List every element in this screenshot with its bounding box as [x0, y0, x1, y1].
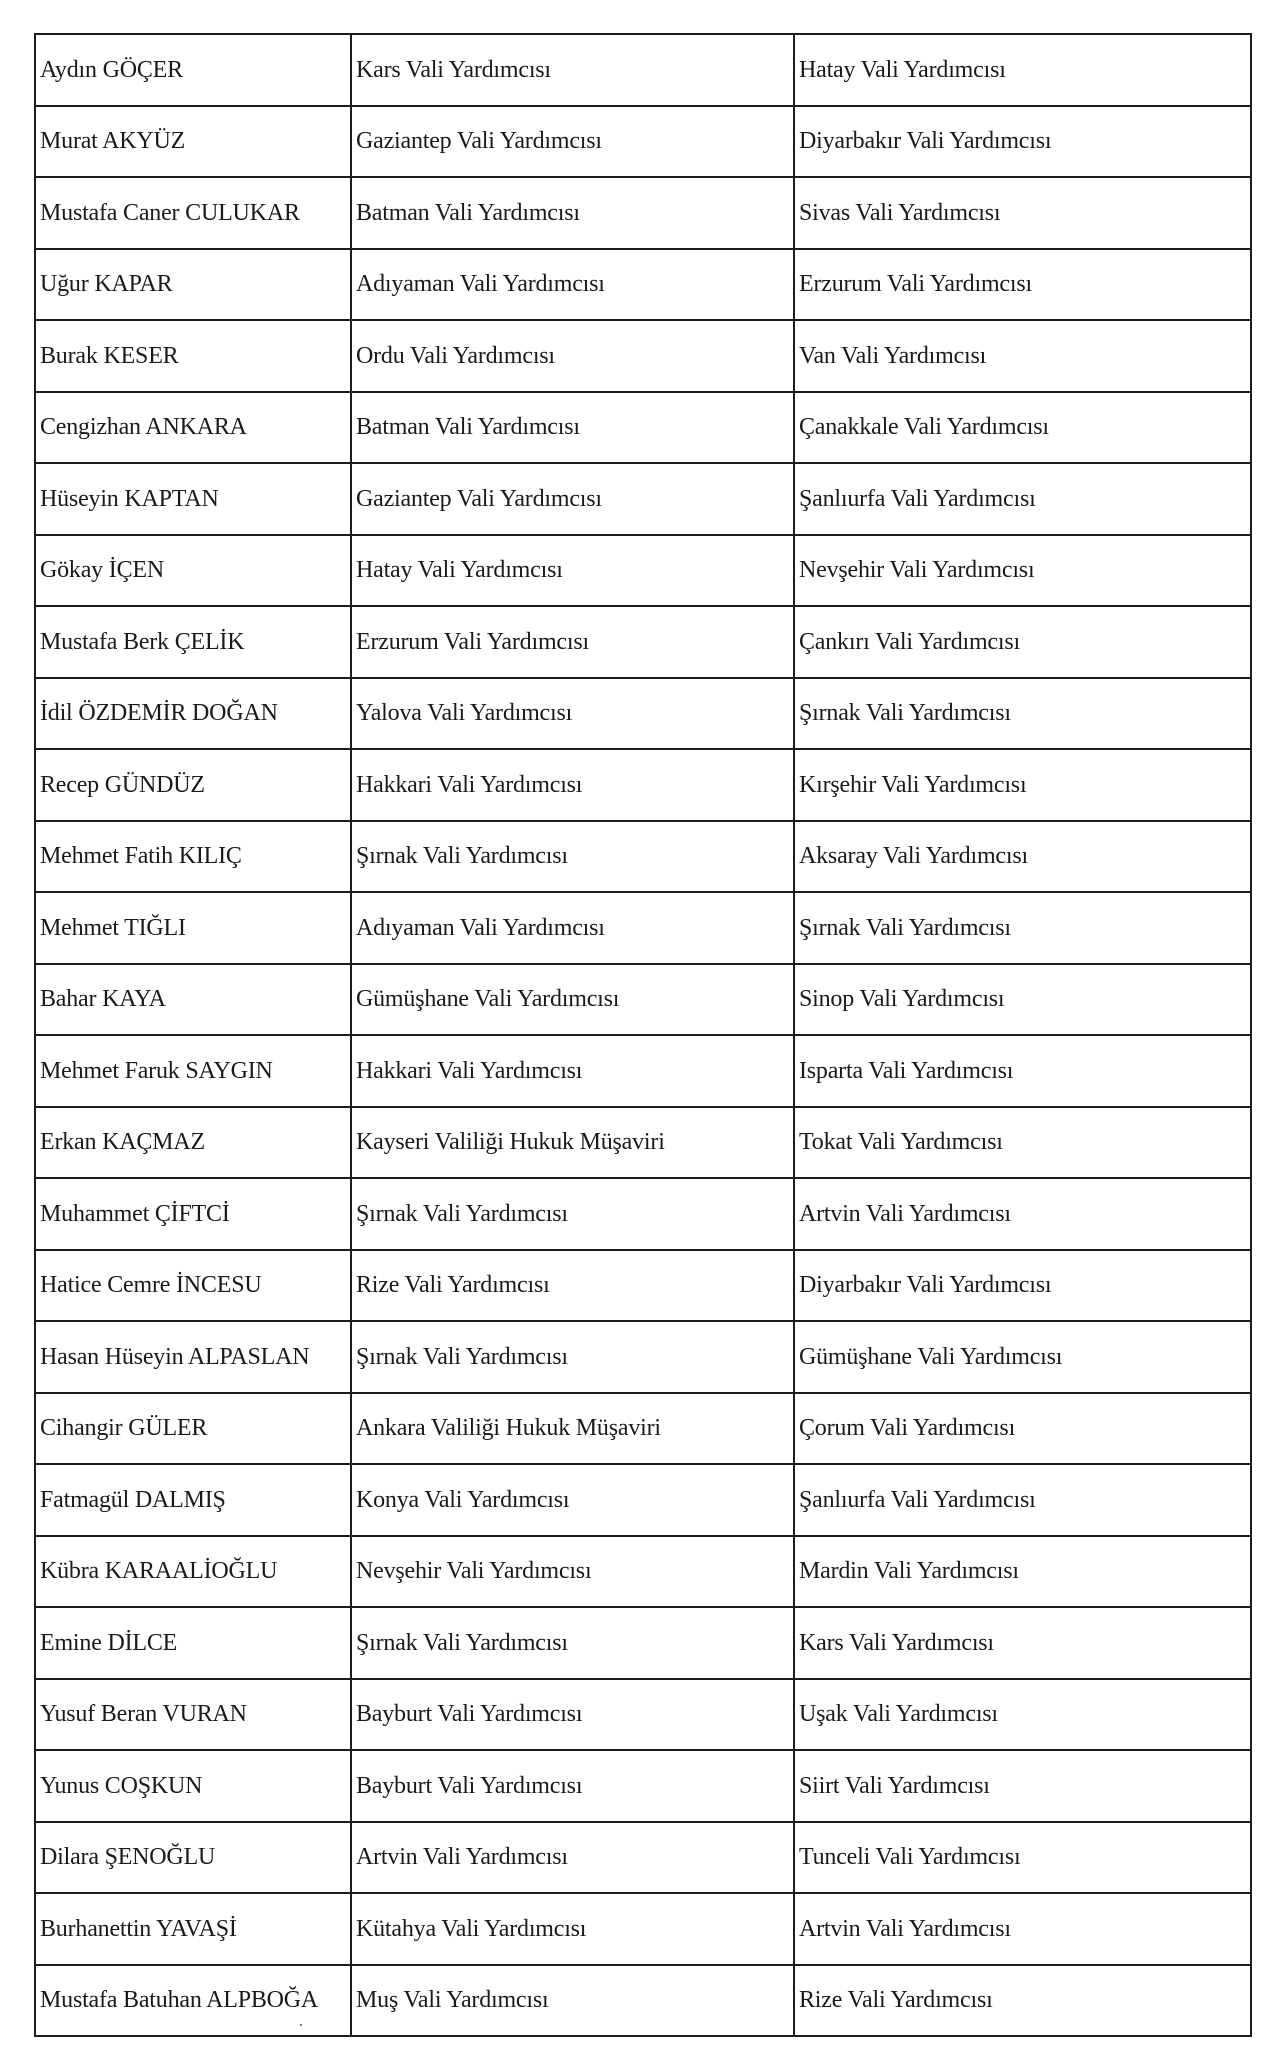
current-position-cell: Gaziantep Vali Yardımcısı: [351, 463, 794, 535]
new-position-cell: Sivas Vali Yardımcısı: [794, 177, 1251, 249]
person-name-cell: Murat AKYÜZ: [35, 106, 351, 178]
person-name-cell: Mustafa Berk ÇELİK: [35, 606, 351, 678]
current-position-cell: Bayburt Vali Yardımcısı: [351, 1679, 794, 1751]
table-row: [35, 1536, 1251, 1608]
new-position-cell: Van Vali Yardımcısı: [794, 320, 1251, 392]
current-position-cell: Şırnak Vali Yardımcısı: [351, 821, 794, 893]
person-name-cell: Mehmet Faruk SAYGIN: [35, 1035, 351, 1107]
person-name-cell: Cengizhan ANKARA: [35, 392, 351, 464]
current-position-cell: Gümüşhane Vali Yardımcısı: [351, 964, 794, 1036]
new-position-cell: Tokat Vali Yardımcısı: [794, 1107, 1251, 1179]
new-position-cell: Çankırı Vali Yardımcısı: [794, 606, 1251, 678]
table-row: [35, 1607, 1251, 1679]
current-position-cell: Kars Vali Yardımcısı: [351, 34, 794, 106]
current-position-cell: Hatay Vali Yardımcısı: [351, 535, 794, 607]
current-position-cell: Şırnak Vali Yardımcısı: [351, 1321, 794, 1393]
assignments-table: [34, 33, 1252, 2037]
table-row: [35, 964, 1251, 1036]
current-position-cell: Adıyaman Vali Yardımcısı: [351, 249, 794, 321]
person-name-cell: Kübra KARAALİOĞLU: [35, 1536, 351, 1608]
current-position-cell: Ankara Valiliği Hukuk Müşaviri: [351, 1393, 794, 1465]
new-position-cell: Çanakkale Vali Yardımcısı: [794, 392, 1251, 464]
new-position-cell: Sinop Vali Yardımcısı: [794, 964, 1251, 1036]
person-name-cell: Dilara ŞENOĞLU: [35, 1822, 351, 1894]
person-name-cell: Mehmet TIĞLI: [35, 892, 351, 964]
table-row: [35, 821, 1251, 893]
table-row: [35, 1178, 1251, 1250]
current-position-cell: Ordu Vali Yardımcısı: [351, 320, 794, 392]
person-name-cell: Bahar KAYA: [35, 964, 351, 1036]
table-row: [35, 1393, 1251, 1465]
table-row: [35, 1893, 1251, 1965]
person-name-cell: Hüseyin KAPTAN: [35, 463, 351, 535]
new-position-cell: Kars Vali Yardımcısı: [794, 1607, 1251, 1679]
person-name-cell: Erkan KAÇMAZ: [35, 1107, 351, 1179]
person-name-cell: Hasan Hüseyin ALPASLAN: [35, 1321, 351, 1393]
new-position-cell: Rize Vali Yardımcısı: [794, 1965, 1251, 2037]
person-name-cell: İdil ÖZDEMİR DOĞAN: [35, 678, 351, 750]
current-position-cell: Muş Vali Yardımcısı: [351, 1965, 794, 2037]
new-position-cell: Diyarbakır Vali Yardımcısı: [794, 1250, 1251, 1322]
table-row: [35, 892, 1251, 964]
table-row: [35, 34, 1251, 106]
new-position-cell: Gümüşhane Vali Yardımcısı: [794, 1321, 1251, 1393]
new-position-cell: Aksaray Vali Yardımcısı: [794, 821, 1251, 893]
new-position-cell: Erzurum Vali Yardımcısı: [794, 249, 1251, 321]
table-row: [35, 320, 1251, 392]
current-position-cell: Rize Vali Yardımcısı: [351, 1250, 794, 1322]
person-name-cell: Yusuf Beran VURAN: [35, 1679, 351, 1751]
table-row: [35, 535, 1251, 607]
table-row: [35, 392, 1251, 464]
table-row: [35, 678, 1251, 750]
current-position-cell: Artvin Vali Yardımcısı: [351, 1822, 794, 1894]
person-name-cell: Burhanettin YAVAŞİ: [35, 1893, 351, 1965]
new-position-cell: Şanlıurfa Vali Yardımcısı: [794, 463, 1251, 535]
new-position-cell: Siirt Vali Yardımcısı: [794, 1750, 1251, 1822]
new-position-cell: Kırşehir Vali Yardımcısı: [794, 749, 1251, 821]
person-name-cell: Fatmagül DALMIŞ: [35, 1464, 351, 1536]
current-position-cell: Hakkari Vali Yardımcısı: [351, 749, 794, 821]
table-row: [35, 106, 1251, 178]
scan-artifact-dot: [300, 2024, 302, 2026]
person-name-cell: Mehmet Fatih KILIÇ: [35, 821, 351, 893]
current-position-cell: Batman Vali Yardımcısı: [351, 177, 794, 249]
current-position-cell: Kayseri Valiliği Hukuk Müşaviri: [351, 1107, 794, 1179]
person-name-cell: Gökay İÇEN: [35, 535, 351, 607]
new-position-cell: Artvin Vali Yardımcısı: [794, 1178, 1251, 1250]
person-name-cell: Mustafa Caner CULUKAR: [35, 177, 351, 249]
person-name-cell: Aydın GÖÇER: [35, 34, 351, 106]
table-row: [35, 463, 1251, 535]
table-row: [35, 1750, 1251, 1822]
table-row: [35, 1035, 1251, 1107]
table-row: [35, 177, 1251, 249]
table-row: [35, 1250, 1251, 1322]
current-position-cell: Erzurum Vali Yardımcısı: [351, 606, 794, 678]
new-position-cell: Uşak Vali Yardımcısı: [794, 1679, 1251, 1751]
new-position-cell: Hatay Vali Yardımcısı: [794, 34, 1251, 106]
table-row: [35, 1321, 1251, 1393]
current-position-cell: Adıyaman Vali Yardımcısı: [351, 892, 794, 964]
new-position-cell: Nevşehir Vali Yardımcısı: [794, 535, 1251, 607]
person-name-cell: Yunus COŞKUN: [35, 1750, 351, 1822]
current-position-cell: Yalova Vali Yardımcısı: [351, 678, 794, 750]
person-name-cell: Uğur KAPAR: [35, 249, 351, 321]
new-position-cell: Şırnak Vali Yardımcısı: [794, 678, 1251, 750]
person-name-cell: Emine DİLCE: [35, 1607, 351, 1679]
new-position-cell: Diyarbakır Vali Yardımcısı: [794, 106, 1251, 178]
person-name-cell: Recep GÜNDÜZ: [35, 749, 351, 821]
current-position-cell: Şırnak Vali Yardımcısı: [351, 1607, 794, 1679]
current-position-cell: Gaziantep Vali Yardımcısı: [351, 106, 794, 178]
person-name-cell: Muhammet ÇİFTCİ: [35, 1178, 351, 1250]
person-name-cell: Mustafa Batuhan ALPBOĞA: [35, 1965, 351, 2037]
table-row: [35, 1464, 1251, 1536]
new-position-cell: Şanlıurfa Vali Yardımcısı: [794, 1464, 1251, 1536]
person-name-cell: Cihangir GÜLER: [35, 1393, 351, 1465]
current-position-cell: Nevşehir Vali Yardımcısı: [351, 1536, 794, 1608]
new-position-cell: Şırnak Vali Yardımcısı: [794, 892, 1251, 964]
current-position-cell: Kütahya Vali Yardımcısı: [351, 1893, 794, 1965]
new-position-cell: Mardin Vali Yardımcısı: [794, 1536, 1251, 1608]
table-row: [35, 749, 1251, 821]
new-position-cell: Tunceli Vali Yardımcısı: [794, 1822, 1251, 1894]
current-position-cell: Şırnak Vali Yardımcısı: [351, 1178, 794, 1250]
table-row: [35, 249, 1251, 321]
new-position-cell: Isparta Vali Yardımcısı: [794, 1035, 1251, 1107]
table-row: [35, 1965, 1251, 2037]
table-row: [35, 1822, 1251, 1894]
new-position-cell: Çorum Vali Yardımcısı: [794, 1393, 1251, 1465]
table-row: [35, 1679, 1251, 1751]
person-name-cell: Burak KESER: [35, 320, 351, 392]
table-row: [35, 606, 1251, 678]
current-position-cell: Hakkari Vali Yardımcısı: [351, 1035, 794, 1107]
current-position-cell: Bayburt Vali Yardımcısı: [351, 1750, 794, 1822]
table-body: [35, 34, 1251, 2036]
current-position-cell: Konya Vali Yardımcısı: [351, 1464, 794, 1536]
new-position-cell: Artvin Vali Yardımcısı: [794, 1893, 1251, 1965]
person-name-cell: Hatice Cemre İNCESU: [35, 1250, 351, 1322]
table-row: [35, 1107, 1251, 1179]
current-position-cell: Batman Vali Yardımcısı: [351, 392, 794, 464]
